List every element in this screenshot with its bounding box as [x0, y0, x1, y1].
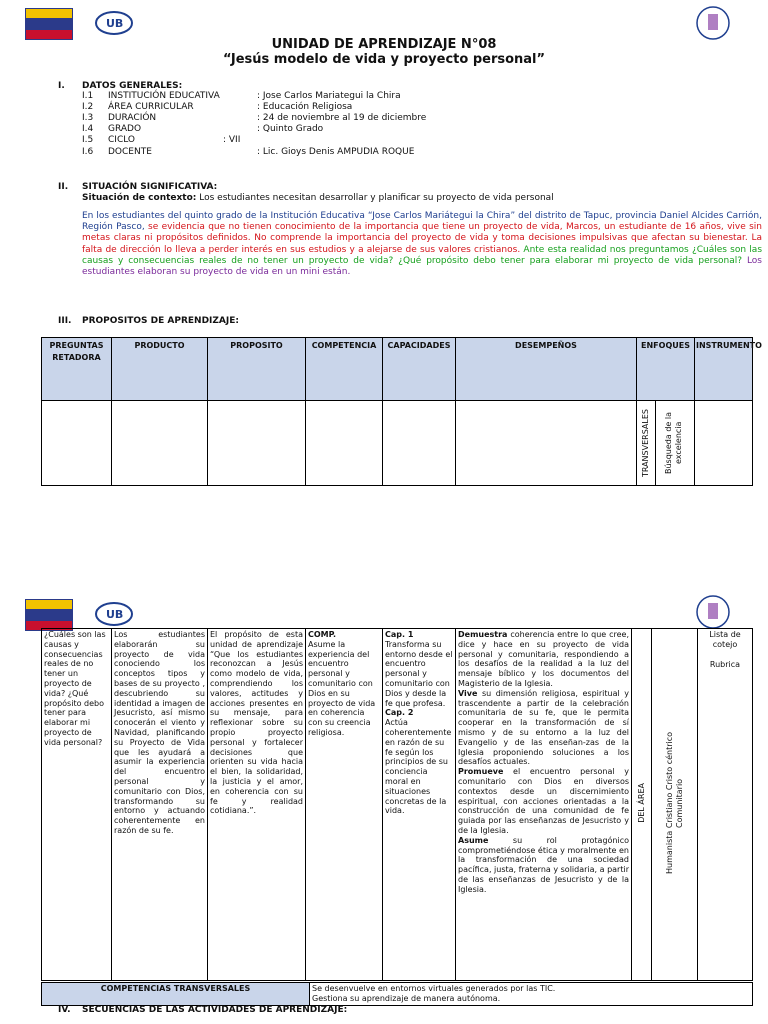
header-enfoques: ENFOQUES — [637, 338, 695, 401]
datos-row-label: ÁREA CURRICULAR — [108, 102, 194, 112]
header-proposito: PROPOSITO — [208, 338, 306, 401]
context-line — [82, 193, 762, 204]
datos-row — [82, 91, 682, 102]
datos-row-value: : Lic. Gioys Denis AMPUDIA ROQUE — [257, 147, 415, 157]
des4-text: su rol protagónico comprometiéndose ética y moralmente en la transformación de una sociedad pacífica, justa, fraterna y solidaria, a partir de las enseñanzas de Jesucristo y de la Iglesia. — [458, 835, 629, 894]
des4-label: Asume — [458, 835, 489, 845]
enfoque-transversal-label: TRANSVERSALES — [641, 408, 650, 478]
comp-label: COMP. — [308, 630, 337, 639]
cap2-text: Actúa coherentemente en razón de su fe según los principios de su conciencia moral en situaciones concretas de la vida. — [385, 718, 452, 816]
datos-row-value: : 24 de noviembre al 19 de diciembre — [257, 113, 427, 123]
enfoque-area-label: DEL ÁREA — [636, 783, 646, 823]
datos-row-label: GRADO — [108, 124, 142, 134]
school-seal-icon-2 — [694, 593, 734, 631]
comp-text: Asume la experiencia del encuentro personal y comunitario con Dios en su proyecto de vida en coherencia con su creencia religiosa. — [308, 639, 376, 737]
datos-row-num: I.2 — [82, 102, 94, 112]
enfoques-cell — [637, 401, 695, 486]
section4-num: IV. — [58, 1005, 71, 1015]
des2-text: su dimensión religiosa, espiritual y trascendente a partir de la celebración comunitaria de su fe, que le permita cooperar en la transformación de sí mismo y de su entorno a la luz del Evangelio y de las enseñan-zas de la Iglesia proponiendo soluciones a los desafíos actuales. — [458, 688, 629, 767]
section2-title: SITUACIÓN SIGNIFICATIVA: — [82, 182, 218, 192]
transversales-label: COMPETENCIAS TRANSVERSALES — [42, 983, 310, 1006]
datos-row-value: : Educación Religiosa — [257, 102, 353, 112]
table-row — [42, 401, 753, 486]
section3-num: III. — [58, 316, 72, 326]
datos-row-num: I.5 — [82, 135, 94, 145]
cap2-label: Cap. 2 — [385, 708, 414, 718]
cap1-label: Cap. 1 — [385, 630, 414, 639]
transversal-1: Se desenvuelve en entornos virtuales generados por las TIC. — [312, 984, 556, 993]
section1-title: DATOS GENERALES: — [82, 81, 183, 91]
cap1-text: Transforma su entorno desde el encuentro personal y comunitario con Dios y desde la fe que profesa. — [385, 639, 453, 708]
datos-row-num: I.6 — [82, 147, 94, 157]
school-flag-logo-2 — [25, 599, 73, 631]
competencias-transversales-table — [41, 982, 753, 1006]
capacidades-cell — [383, 629, 456, 981]
header-capacidades: CAPACIDADES — [383, 338, 456, 401]
datos-row-num: I.4 — [82, 124, 94, 134]
datos-row — [82, 102, 682, 113]
enfoque-value: Humanista Cristiano Cristo céntrico Comunitario — [664, 732, 684, 875]
svg-text:UB: UB — [106, 608, 124, 621]
school-flag-logo — [25, 8, 73, 40]
competencia-cell — [306, 629, 383, 981]
datos-row — [82, 147, 682, 158]
transversales-values — [310, 983, 753, 1006]
instrumento-cell — [698, 629, 753, 981]
instrumento-lista: Lista de cotejo — [709, 630, 741, 649]
datos-row-num: I.1 — [82, 91, 94, 101]
datos-row — [82, 113, 682, 124]
paragraph-green: Ante esta realidad nos preguntamos ¿Cuáles son las causas y consecuencias reales de no tener un proyecto de vida? ¿Qué propósito debo tener para elaborar mi proyecto de vida personal? — [82, 244, 763, 266]
table-row — [42, 629, 753, 981]
svg-text:UB: UB — [106, 17, 124, 30]
paragraph-blue: En los estudiantes del quinto grado de la Institución Educativa “Jose Carlos Mariátegui la Chira” del distrito de Tapuc, provincia Daniel Alcides Carrión, Región Pasco, — [82, 211, 762, 233]
des1-label: Demuestra — [458, 630, 508, 639]
instrumento-rubrica: Rubrica — [709, 659, 741, 669]
ugel-logo-icon — [94, 10, 134, 36]
situacion-paragraph — [82, 211, 762, 278]
des3-text: el encuentro personal y comunitario con Dios en diversos contextos desde un discernimiento espiritual, con acciones orientadas a la construcción de una comunidad de fe guiada por las enseñanzas de Jesucristo y de la Iglesia. — [458, 767, 629, 835]
header-desempenos: DESEMPEÑOS — [456, 338, 637, 401]
header-competencia: COMPETENCIA — [306, 338, 383, 401]
context-text: Los estudiantes necesitan desarrollar y planificar su proyecto de vida personal — [196, 193, 554, 203]
header-instrumento: INSTRUMENTO — [695, 338, 753, 401]
header-preguntas: PREGUNTAS RETADORA — [42, 338, 112, 401]
datos-row-label: CICLO — [108, 135, 135, 145]
propositos-detail-table — [41, 628, 753, 981]
section4-title: SECUENCIAS DE LAS ACTIVIDADES DE APRENDIZAJE: — [82, 1005, 348, 1015]
datos-row-value: : Jose Carlos Mariategui la Chira — [257, 91, 401, 101]
ugel-logo-icon-2 — [94, 601, 134, 627]
datos-row-label: INSTITUCIÓN EDUCATIVA — [108, 91, 220, 101]
section2-num: II. — [58, 182, 69, 192]
section1-num: I. — [58, 81, 65, 91]
desempenos-cell — [456, 629, 632, 981]
producto-cell: Los estudiantes elaborarán su proyecto de vida conociendo los conceptos tipos y bases de su proyecto , descubriendo su identidad a imagen de Jesucristo, así mismo conocerán el viento y Navidad, planificando su Proyecto de Vida que les ayudará a asumir la experiencia del encuentro personal y comunitario con Dios, transformando su entorno y actuando coherentemente en razón de su fe. — [112, 629, 208, 981]
datos-row-label: DURACIÓN — [108, 113, 157, 123]
pregunta-cell: ¿Cuáles son las causas y consecuencias reales de no tener un proyecto de vida? ¿Qué propósito debo tener para elaborar mi proyecto de vida personal? — [42, 629, 112, 981]
des2-label: Vive — [458, 688, 478, 698]
enfoque-excelencia: Búsqueda de la excelencia — [664, 412, 683, 474]
document-title: UNIDAD DE APRENDIZAJE N°08 — [271, 37, 497, 52]
proposito-cell: El propósito de esta unidad de aprendizaje “Que los estudiantes reconozcan a Jesús como modelo de vida, comprendiendo los valores, actitudes y acciones presentes en su mensaje, para reflexionar sobre su propio proyecto personal y fortalecer decisiones que orienten su vida hacia el bien, la solidaridad, la justicia y el amor, en coherencia con su fe y realidad cotidiana.”. — [208, 629, 306, 981]
paragraph-purple: Los estudiantes elaboran su proyecto de vida en un mini están. — [82, 255, 762, 278]
header-producto: PRODUCTO — [112, 338, 208, 401]
enfoque-area-cell — [632, 629, 652, 981]
context-label: Situación de contexto: — [82, 193, 197, 203]
des3-label: Promueve — [458, 767, 504, 777]
document-subtitle: “Jesús modelo de vida y proyecto personal” — [222, 52, 546, 67]
enfoque-value-cell — [652, 629, 698, 981]
transversal-2: Gestiona su aprendizaje de manera autónoma. — [312, 994, 501, 1003]
datos-row-value: : VII — [223, 135, 241, 145]
datos-row-num: I.3 — [82, 113, 94, 123]
section3-title: PROPOSITOS DE APRENDIZAJE: — [82, 316, 239, 326]
datos-row-value: : Quinto Grado — [257, 124, 324, 134]
table-row — [42, 983, 753, 1006]
paragraph-red: se evidencia que no tienen conocimiento de la importancia que tiene un proyecto de vida, Marcos, un estudiante de 16 años, vive sin metas claras ni propósitos definidos. No comprende la importancia del proyecto de vida y toma decisiones impulsivas que afectan su bienestar. La falta de dirección lo lleva a perder interés en sus estudios y a alejarse de sus valores cristianos. — [82, 222, 763, 255]
table-header-row — [42, 338, 753, 401]
datos-row-label: DOCENTE — [108, 147, 152, 157]
datos-row — [82, 124, 682, 135]
propositos-table — [41, 337, 762, 486]
datos-row — [82, 135, 682, 146]
des1-text: coherencia entre lo que cree, dice y hace en su proyecto de vida personal y comunitaria, respondiendo a los desafíos de la realidad a la luz del mensaje bíblico y los documentos del Magisterio de la Iglesia. — [458, 630, 629, 688]
